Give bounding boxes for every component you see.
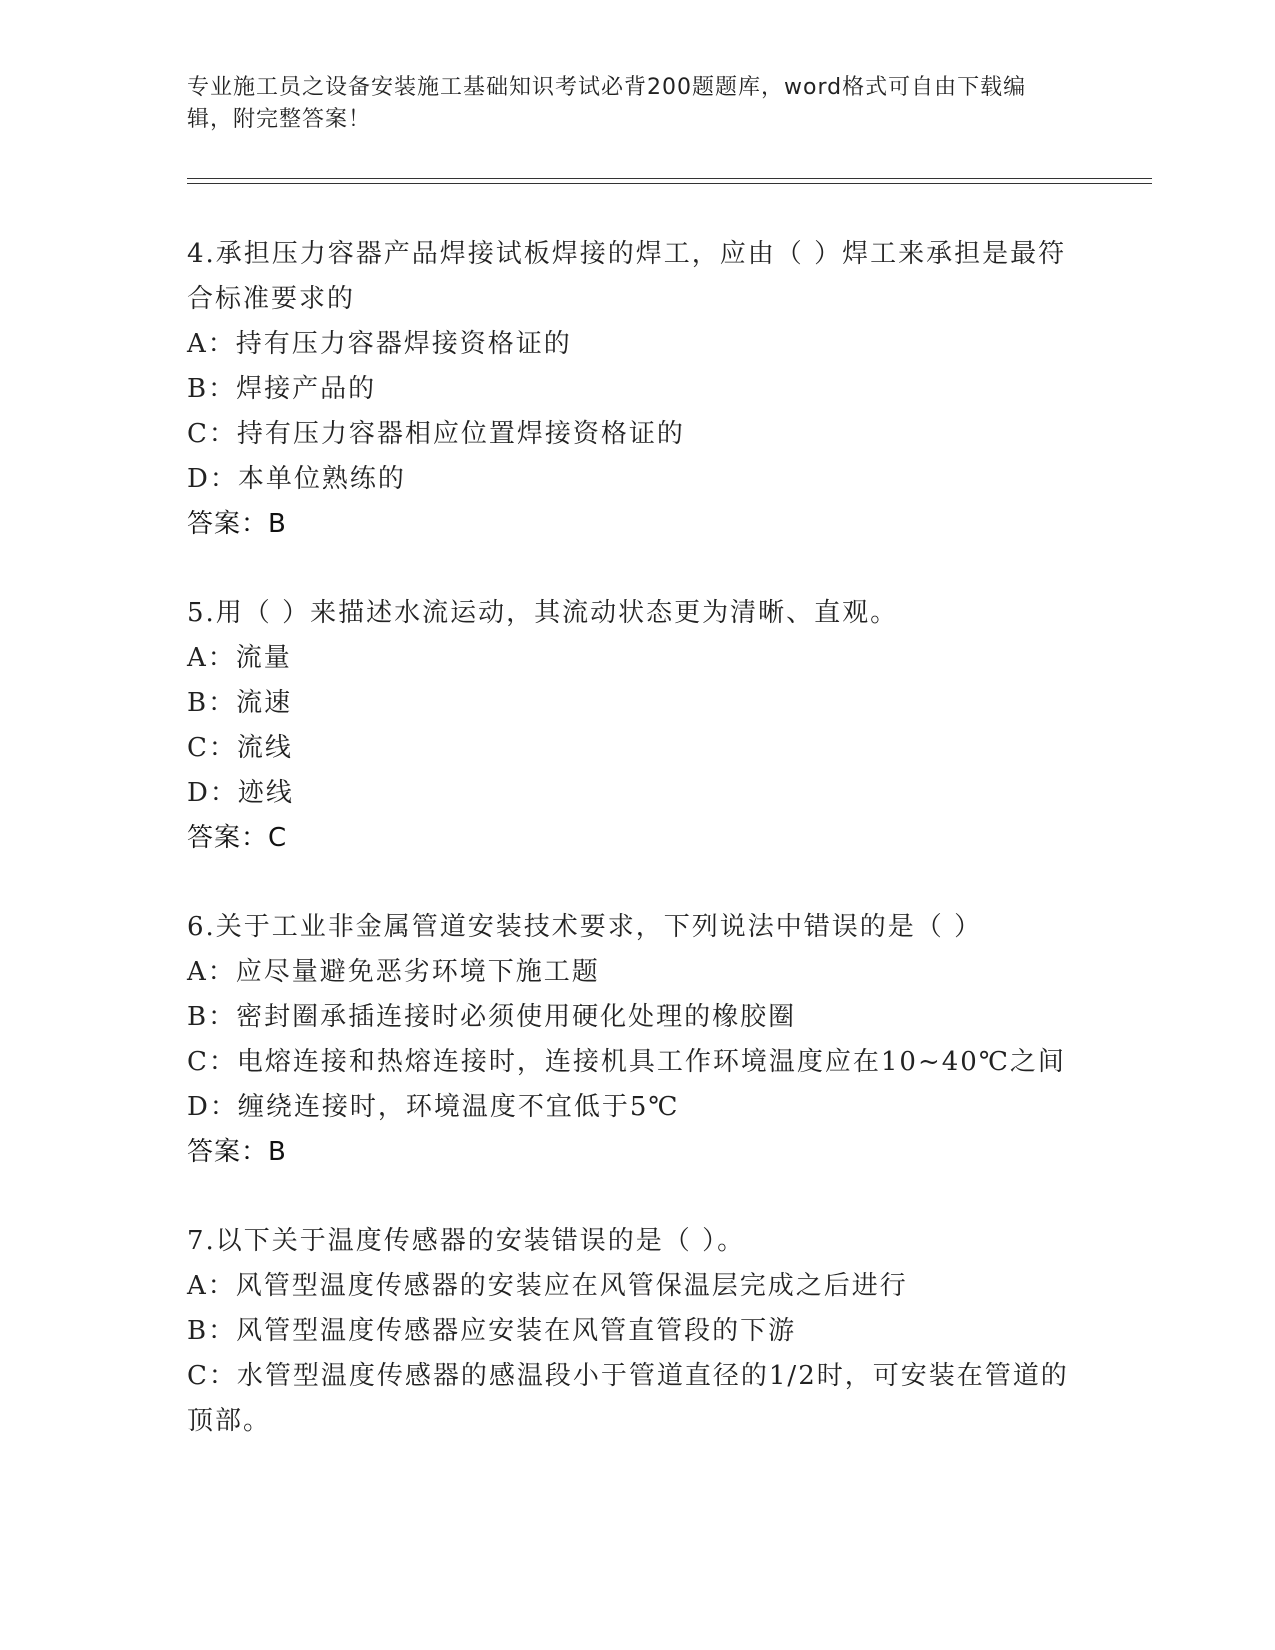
option-c: C：电熔连接和热熔连接时，连接机具工作环境温度应在10~40℃之间	[187, 1047, 1066, 1077]
option-c: C：流线	[187, 733, 293, 763]
question-block	[187, 1219, 1087, 1444]
question-list	[187, 232, 1087, 1488]
option-a: A：持有压力容器焊接资格证的	[187, 329, 572, 359]
header-divider-top	[187, 178, 1152, 179]
option-d: D：本单位熟练的	[187, 464, 406, 494]
option-b: B：密封圈承插连接时必须使用硬化处理的橡胶圈	[187, 1002, 797, 1032]
question-stem: 6.关于工业非金属管道安装技术要求，下列说法中错误的是（ ）	[187, 912, 983, 942]
question-stem: 4.承担压力容器产品焊接试板焊接的焊工，应由（ ）焊工来承担是最符合标准要求的	[187, 239, 1067, 314]
option-b: B：焊接产品的	[187, 374, 377, 404]
option-b: B：风管型温度传感器应安装在风管直管段的下游	[187, 1316, 797, 1346]
option-a: A：流量	[187, 643, 292, 673]
document-header: 专业施工员之设备安装施工基础知识考试必背200题题库，word格式可自由下载编辑，附完整答案！	[187, 75, 1027, 132]
question-block	[187, 232, 1087, 547]
option-a: A：应尽量避免恶劣环境下施工题	[187, 957, 600, 987]
option-d: D：缠绕连接时，环境温度不宜低于5℃	[187, 1092, 680, 1122]
answer-line: 答案：C	[187, 823, 288, 853]
question-stem: 7.以下关于温度传感器的安装错误的是（ ）。	[187, 1226, 746, 1256]
question-block	[187, 905, 1087, 1175]
option-c: C：持有压力容器相应位置焊接资格证的	[187, 419, 685, 449]
option-d: D：迹线	[187, 778, 294, 808]
option-c: C：水管型温度传感器的感温段小于管道直径的1/2时，可安装在管道的顶部。	[187, 1361, 1069, 1436]
option-a: A：风管型温度传感器的安装应在风管保温层完成之后进行	[187, 1271, 908, 1301]
option-b: B：流速	[187, 688, 293, 718]
question-stem: 5.用（ ）来描述水流运动，其流动状态更为清晰、直观。	[187, 598, 899, 628]
header-divider-bottom	[187, 183, 1152, 184]
question-block	[187, 591, 1087, 861]
answer-line: 答案：B	[187, 1137, 287, 1167]
answer-line: 答案：B	[187, 509, 287, 539]
